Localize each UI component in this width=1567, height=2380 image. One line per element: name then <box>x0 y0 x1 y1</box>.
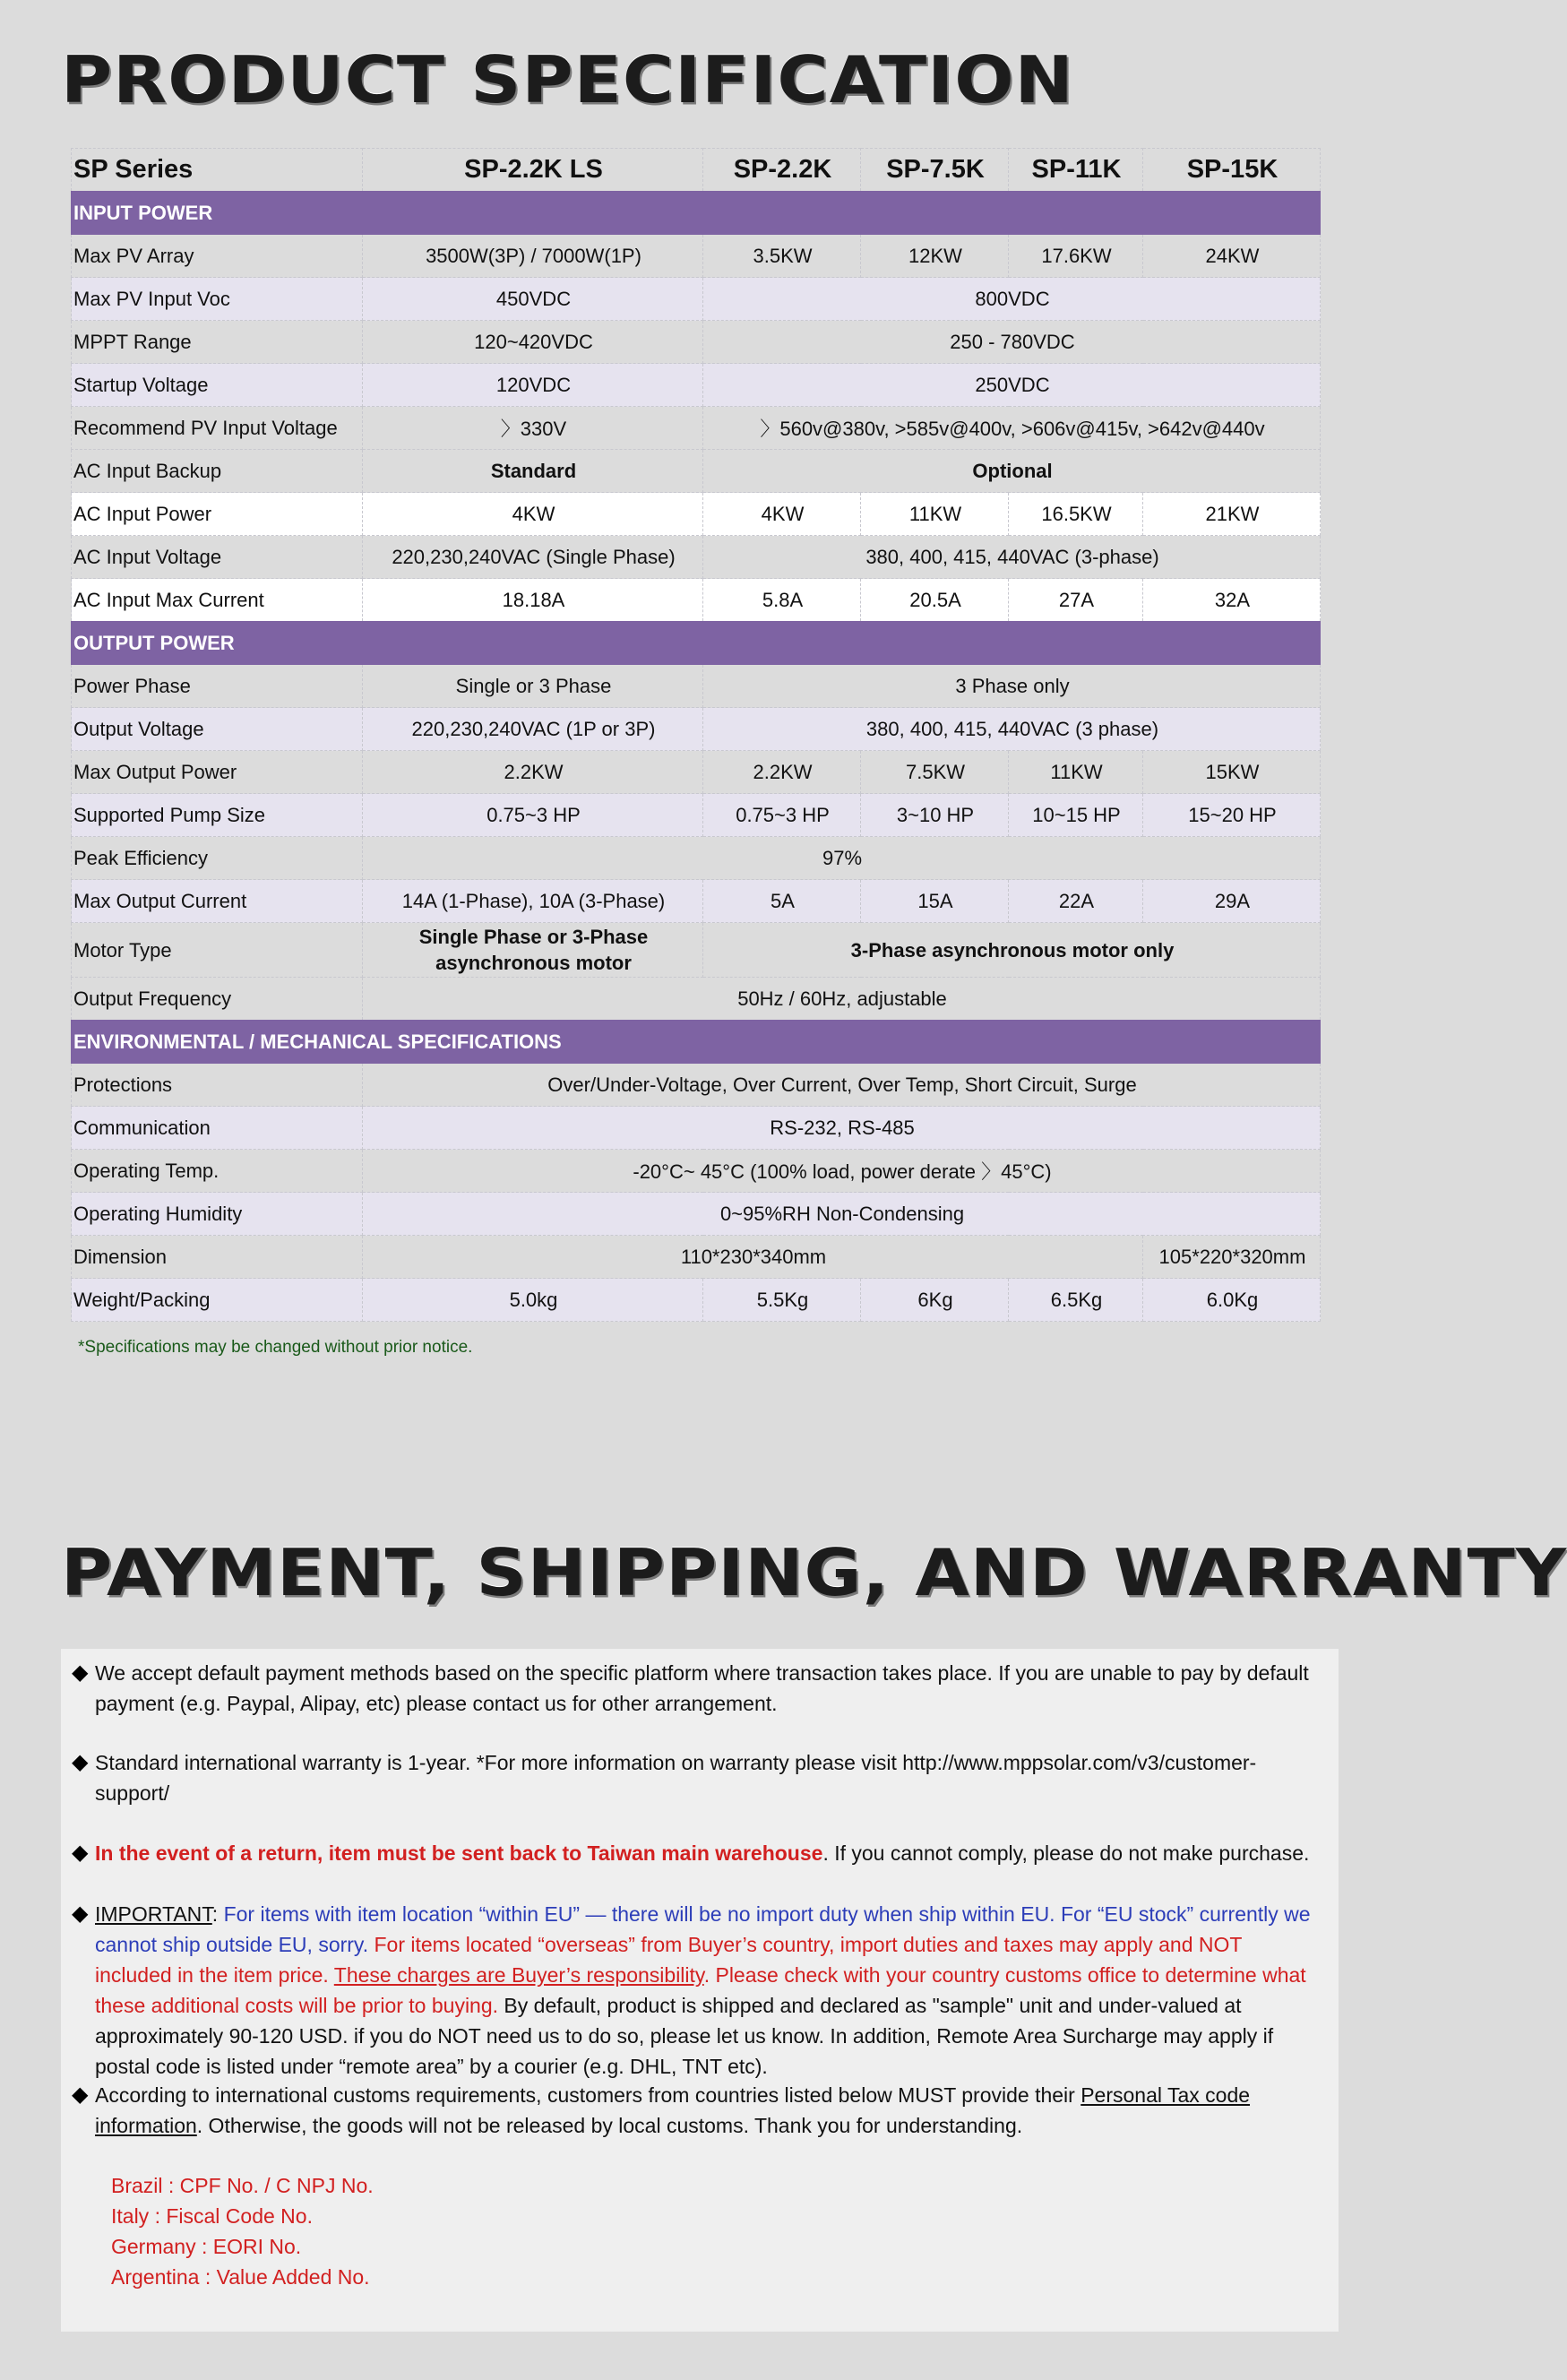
section-input-power: INPUT POWER <box>72 192 1321 235</box>
table-row <box>72 321 1321 364</box>
cell: 120~420VDC <box>363 321 703 364</box>
cell: 2.2KW <box>363 751 703 794</box>
cell: 3 Phase only <box>703 665 1321 708</box>
cell: 3~10 HP <box>861 794 1009 837</box>
return-warning-text: In the event of a return, item must be sent back to Taiwan main warehouse <box>95 1841 823 1865</box>
row-label: Max PV Array <box>72 235 363 278</box>
tax-code-link-text: Personal Tax code information <box>95 2083 1251 2137</box>
row-label: Weight/Packing <box>72 1279 363 1322</box>
cell: Over/Under-Voltage, Over Current, Over Temp, Short Circuit, Surge <box>363 1064 1321 1107</box>
cell: 24KW <box>1143 235 1321 278</box>
cell: 20.5A <box>861 579 1009 622</box>
return-policy-item <box>68 1838 1322 1868</box>
header-model: SP-2.2K LS <box>363 149 703 192</box>
cell: 110*230*340mm <box>363 1236 1143 1279</box>
cell: 〉560v@380v, >585v@400v, >606v@415v, >642v@440v <box>703 407 1321 450</box>
cell: 17.6KW <box>1009 235 1143 278</box>
product-specification-title: PRODUCT SPECIFICATION <box>61 43 1074 118</box>
tax-code-item <box>68 2080 1322 2141</box>
row-label: Operating Humidity <box>72 1193 363 1236</box>
cell: 220,230,240VAC (1P or 3P) <box>363 708 703 751</box>
cell: 32A <box>1143 579 1321 622</box>
row-label: Output Frequency <box>72 978 363 1021</box>
row-label: Motor Type <box>72 923 363 978</box>
cell: 〉330V <box>363 407 703 450</box>
row-label: AC Input Voltage <box>72 536 363 579</box>
bullet-diamond-icon: ◆ <box>72 1841 89 1865</box>
header-model: SP-2.2K <box>703 149 861 192</box>
warranty-item <box>68 1747 1322 1808</box>
table-row <box>72 708 1321 751</box>
section-row <box>72 622 1321 665</box>
table-row <box>72 880 1321 923</box>
row-label: Communication <box>72 1107 363 1150</box>
return-policy-text: . If you cannot comply, please do not make purchase. <box>822 1841 1310 1865</box>
cell: 3500W(3P) / 7000W(1P) <box>363 235 703 278</box>
buyer-responsibility-text: These charges are Buyer’s responsibility <box>333 1963 704 1987</box>
row-label: AC Input Power <box>72 493 363 536</box>
table-row <box>72 235 1321 278</box>
row-label: MPPT Range <box>72 321 363 364</box>
bullet-diamond-icon: ◆ <box>72 1750 89 1774</box>
row-label: Max PV Input Voc <box>72 278 363 321</box>
row-label: Power Phase <box>72 665 363 708</box>
payment-methods-text: We accept default payment methods based on the specific platform where transaction takes place. If you are unable to pay by default payment (e.g. Paypal, Alipay, etc) please contact us for other arrangement. <box>95 1661 1309 1715</box>
table-row <box>72 579 1321 622</box>
row-label: Dimension <box>72 1236 363 1279</box>
bullet-diamond-icon: ◆ <box>72 1901 89 1926</box>
cell: 450VDC <box>363 278 703 321</box>
list-item: Italy : Fiscal Code No. <box>111 2204 313 2228</box>
payment-shipping-warranty-title: PAYMENT, SHIPPING, AND WARRANTY <box>61 1536 1567 1611</box>
cell: 16.5KW <box>1009 493 1143 536</box>
table-header-row <box>72 149 1321 192</box>
section-row <box>72 1021 1321 1064</box>
row-label: AC Input Max Current <box>72 579 363 622</box>
cell: Single or 3 Phase <box>363 665 703 708</box>
bullet-diamond-icon: ◆ <box>72 1660 89 1685</box>
section-row <box>72 192 1321 235</box>
row-label: Max Output Current <box>72 880 363 923</box>
cell: 15KW <box>1143 751 1321 794</box>
table-row <box>72 923 1321 978</box>
row-label: Peak Efficiency <box>72 837 363 880</box>
cell: 4KW <box>703 493 861 536</box>
row-label: Output Voltage <box>72 708 363 751</box>
cell: 7.5KW <box>861 751 1009 794</box>
cell: 220,230,240VAC (Single Phase) <box>363 536 703 579</box>
cell: 250VDC <box>703 364 1321 407</box>
cell: 5.5Kg <box>703 1279 861 1322</box>
table-row <box>72 1150 1321 1193</box>
cell: 6.0Kg <box>1143 1279 1321 1322</box>
section-output-power: OUTPUT POWER <box>72 622 1321 665</box>
table-row <box>72 1064 1321 1107</box>
table-row <box>72 837 1321 880</box>
header-model: SP-11K <box>1009 149 1143 192</box>
cell: 5A <box>703 880 861 923</box>
cell: 380, 400, 415, 440VAC (3-phase) <box>703 536 1321 579</box>
cell: 97% <box>363 837 1321 880</box>
table-row <box>72 278 1321 321</box>
overseas-duty-text: For items located “overseas” from Buyer’s country, import duties and taxes may apply and NOT included in the item price. <box>95 1933 1243 1987</box>
table-row <box>72 1107 1321 1150</box>
cell: 14A (1-Phase), 10A (3-Phase) <box>363 880 703 923</box>
eu-stock-text: For items with item location “within EU” — there will be no import duty when ship within EU. For “EU stock” currently we cannot ship outside EU, sorry. <box>95 1902 1311 1956</box>
list-item: Argentina : Value Added No. <box>111 2265 370 2289</box>
table-row <box>72 536 1321 579</box>
warranty-text: Standard international warranty is 1-year. *For more information on warranty please visit http://www.mppsolar.com/v3/customer-support/ <box>95 1751 1257 1805</box>
import-duty-item <box>68 1899 1322 2082</box>
table-row <box>72 450 1321 493</box>
row-label: Startup Voltage <box>72 364 363 407</box>
cell: 3.5KW <box>703 235 861 278</box>
cell: 4KW <box>363 493 703 536</box>
cell: 5.0kg <box>363 1279 703 1322</box>
payment-methods-item <box>68 1658 1322 1719</box>
cell: -20°C~ 45°C (100% load, power derate 〉45°C) <box>363 1150 1321 1193</box>
cell: 50Hz / 60Hz, adjustable <box>363 978 1321 1021</box>
table-row <box>72 665 1321 708</box>
table-row <box>72 978 1321 1021</box>
cell: Standard <box>363 450 703 493</box>
cell: 11KW <box>861 493 1009 536</box>
section-environmental: ENVIRONMENTAL / MECHANICAL SPECIFICATIONS <box>72 1021 1321 1064</box>
cell: 12KW <box>861 235 1009 278</box>
cell: 15~20 HP <box>1143 794 1321 837</box>
important-colon: : <box>211 1902 224 1926</box>
header-model: SP-7.5K <box>861 149 1009 192</box>
row-label: AC Input Backup <box>72 450 363 493</box>
table-row <box>72 493 1321 536</box>
cell: 29A <box>1143 880 1321 923</box>
table-row <box>72 1193 1321 1236</box>
table-row <box>72 407 1321 450</box>
cell: 6Kg <box>861 1279 1009 1322</box>
header-series: SP Series <box>72 149 363 192</box>
row-label: Operating Temp. <box>72 1150 363 1193</box>
spec-disclaimer: *Specifications may be changed without prior notice. <box>78 1338 473 1357</box>
table-row <box>72 1236 1321 1279</box>
tax-code-list <box>111 2170 374 2292</box>
payment-info-panel <box>61 1649 1339 2332</box>
cell: 15A <box>861 880 1009 923</box>
customs-check-text: . Please check with your country customs office to determine what these additional costs will be prior to buying. <box>95 1963 1306 2017</box>
cell: 800VDC <box>703 278 1321 321</box>
cell: 2.2KW <box>703 751 861 794</box>
tax-code-text: According to international customs requirements, customers from countries listed below MUST provide their <box>95 2083 1081 2107</box>
cell: 6.5Kg <box>1009 1279 1143 1322</box>
cell: 0.75~3 HP <box>363 794 703 837</box>
spec-table <box>71 148 1321 1322</box>
cell: 250 - 780VDC <box>703 321 1321 364</box>
row-label: Recommend PV Input Voltage <box>72 407 363 450</box>
cell: 10~15 HP <box>1009 794 1143 837</box>
tax-code-text-end: . Otherwise, the goods will not be released by local customs. Thank you for understanding. <box>196 2114 1023 2137</box>
declaration-text: By default, product is shipped and declared as "sample" unit and under-valued at approximately 90-120 USD. if you do NOT need us to do so, please let us know. In addition, Remote Area Surcharge may apply if postal code is listed under “remote area” by a courier (e.g. DHL, TNT etc). <box>95 1994 1274 2078</box>
list-item: Brazil : CPF No. / C NPJ No. <box>111 2174 374 2197</box>
table-row <box>72 364 1321 407</box>
cell: 11KW <box>1009 751 1143 794</box>
row-label: Supported Pump Size <box>72 794 363 837</box>
table-row <box>72 1279 1321 1322</box>
row-label: Max Output Power <box>72 751 363 794</box>
cell: 0.75~3 HP <box>703 794 861 837</box>
cell: 22A <box>1009 880 1143 923</box>
cell: 3-Phase asynchronous motor only <box>703 923 1321 978</box>
cell: 18.18A <box>363 579 703 622</box>
cell: 21KW <box>1143 493 1321 536</box>
header-model: SP-15K <box>1143 149 1321 192</box>
cell: Optional <box>703 450 1321 493</box>
cell: 120VDC <box>363 364 703 407</box>
row-label: Protections <box>72 1064 363 1107</box>
bullet-diamond-icon: ◆ <box>72 2082 89 2107</box>
cell: RS-232, RS-485 <box>363 1107 1321 1150</box>
cell: 5.8A <box>703 579 861 622</box>
cell: 27A <box>1009 579 1143 622</box>
cell: 0~95%RH Non-Condensing <box>363 1193 1321 1236</box>
cell: 105*220*320mm <box>1143 1236 1321 1279</box>
important-label: IMPORTANT <box>95 1902 212 1926</box>
table-row <box>72 751 1321 794</box>
table-row <box>72 794 1321 837</box>
cell: Single Phase or 3-Phase asynchronous motor <box>363 923 703 978</box>
cell: 380, 400, 415, 440VAC (3 phase) <box>703 708 1321 751</box>
list-item: Germany : EORI No. <box>111 2235 302 2258</box>
